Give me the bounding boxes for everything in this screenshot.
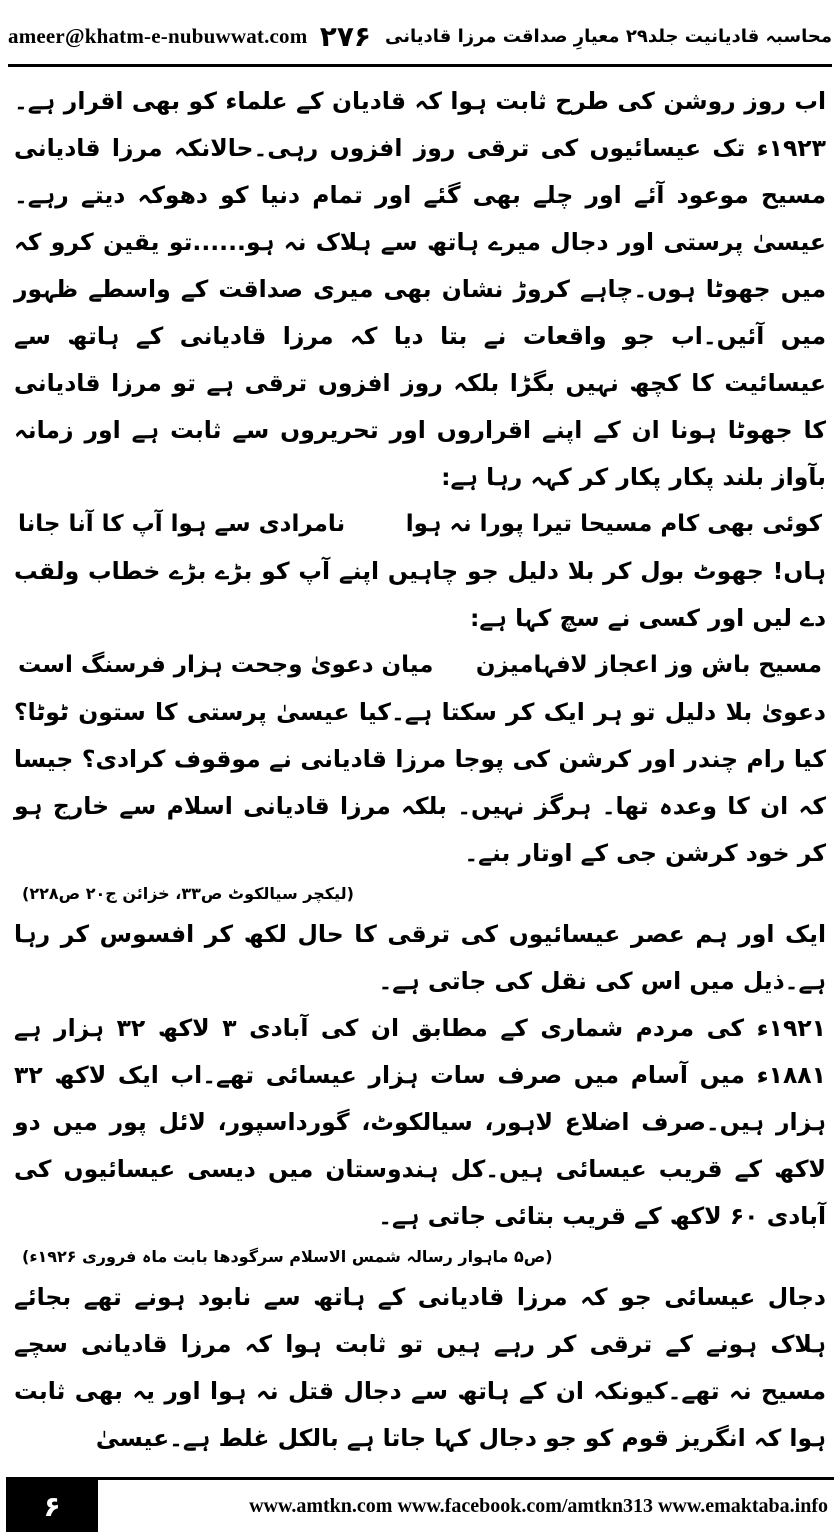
book-title: محاسبہ قادیانیت جلد۲۹ معیارِ صداقت مرزا قادیانی [385, 25, 832, 47]
paragraph-6: دجال عیسائی جو کہ مرزا قادیانی کے ہاتھ سے نابود ہونے تھے بجائے ہلاک ہونے کے ترقی کر رہے ہیں تو ثابت ہوا کہ مرزا قادیانی سچے مسیح نہ تھے۔کیونکہ ان کے ہاتھ سے دجال قتل نہ ہوا اور یہ بھی ثابت ہوا کہ انگریز قوم کو جو دجال کہا جاتا ہے بالکل غلط ہے۔عیسیٰ [14, 1283, 826, 1452]
reference-1: (لیکچر سیالکوٹ ص۳۳، خزائن ج۲۰ ص۲۲۸) [22, 884, 354, 903]
verse-1-second-half: نامرادی سے ہوا آپ کا آنا جانا [18, 511, 346, 537]
header-page-number: ۲۷۶ [319, 19, 372, 53]
verse-2-first-half: مسیح باش وز اعجاز لافہامیزن [475, 652, 822, 678]
verse-1-first-half: کوئی بھی کام مسیحا تیرا پورا نہ ہوا [405, 511, 822, 537]
page-footer [6, 1477, 834, 1532]
verse-2 [14, 642, 826, 689]
paragraph-4: ایک اور ہم عصر عیسائیوں کی ترقی کا حال لکھ کر افسوس کر رہا ہے۔ذیل میں اس کی نقل کی جاتی ہے۔ [14, 920, 826, 995]
page-header [8, 8, 832, 67]
verse-2-second-half: میان دعویٰ وجحت ہزار فرسنگ است [18, 652, 434, 678]
header-title-group [320, 20, 832, 53]
paragraph-1: اب روز روشن کی طرح ثابت ہوا کہ قادیان کے علماء کو بھی اقرار ہے۔۱۹۲۳ء تک عیسائیوں کی ترقی روز افزوں رہی۔حالانکہ مرزا قادیانی مسیح موعود آئے اور چلے بھی گئے اور تمام دنیا کو دھوکہ دیتے رہے۔عیسیٰ پرستی اور دجال میرے ہاتھ سے ہلاک نہ ہو......تو یقین کرو کہ میں جھوٹا ہوں۔چاہے کروڑ نشان بھی میری صداقت کے واسطے ظہور میں آئیں۔اب جو واقعات نے بتا دیا کہ مرزا قادیانی کے ہاتھ سے عیسائیت کا کچھ نہیں بگڑا بلکہ روز افزوں ترقی ہے تو مرزا قادیانی کا جھوٹا ہونا ان کے اپنے اقراروں اور تحریروں سے ثابت ہے اور زمانہ بآواز بلند پکار پکار کر کہہ رہا ہے: [14, 87, 826, 491]
reference-2: (ص۵ ماہوار رسالہ شمس الاسلام سرگودھا بابت ماہ فروری ۱۹۲۶ء) [22, 1247, 553, 1266]
page-body [14, 78, 826, 1474]
paragraph-2: ہاں! جھوٹ بول کر بلا دلیل جو چاہیں اپنے آپ کو بڑے بڑے خطاب ولقب دے لیں اور کسی نے سچ کہا ہے: [14, 557, 826, 632]
footer-links[interactable]: www.amtkn.com www.facebook.com/amtkn313 www.emaktaba.info [249, 1494, 828, 1517]
paragraph-3: دعویٰ بلا دلیل تو ہر ایک کر سکتا ہے۔کیا عیسیٰ پرستی کا ستون ٹوٹا؟ کیا رام چندر اور کرشن کی پوجا مرزا قادیانی نے موقوف کرادی؟ جیسا کہ ان کا وعدہ تھا۔ ہرگز نہیں۔ بلکہ مرزا قادیانی اسلام سے خارج ہو کر خود کرشن جی کے اوتار بنے۔ [14, 698, 826, 867]
footer-page-number: ۶ [6, 1480, 98, 1532]
paragraph-5: ۱۹۲۱ء کی مردم شماری کے مطابق ان کی آبادی ۳ لاکھ ۳۲ ہزار ہے ۱۸۸۱ء میں آسام میں صرف سات ہزار عیسائی تھے۔اب ایک لاکھ ۳۲ ہزار ہیں۔صرف اضلاع لاہور، سیالکوٹ، گورداسپور، لائل پور میں دو لاکھ کے قریب عیسائی ہیں۔کل ہندوستان میں دیسی عیسائیوں کی آبادی ۶۰ لاکھ کے قریب بتائی جاتی ہے۔ [14, 1014, 826, 1230]
header-email: ameer@khatm-e-nubuwwat.com [8, 23, 308, 48]
verse-1 [14, 501, 826, 548]
